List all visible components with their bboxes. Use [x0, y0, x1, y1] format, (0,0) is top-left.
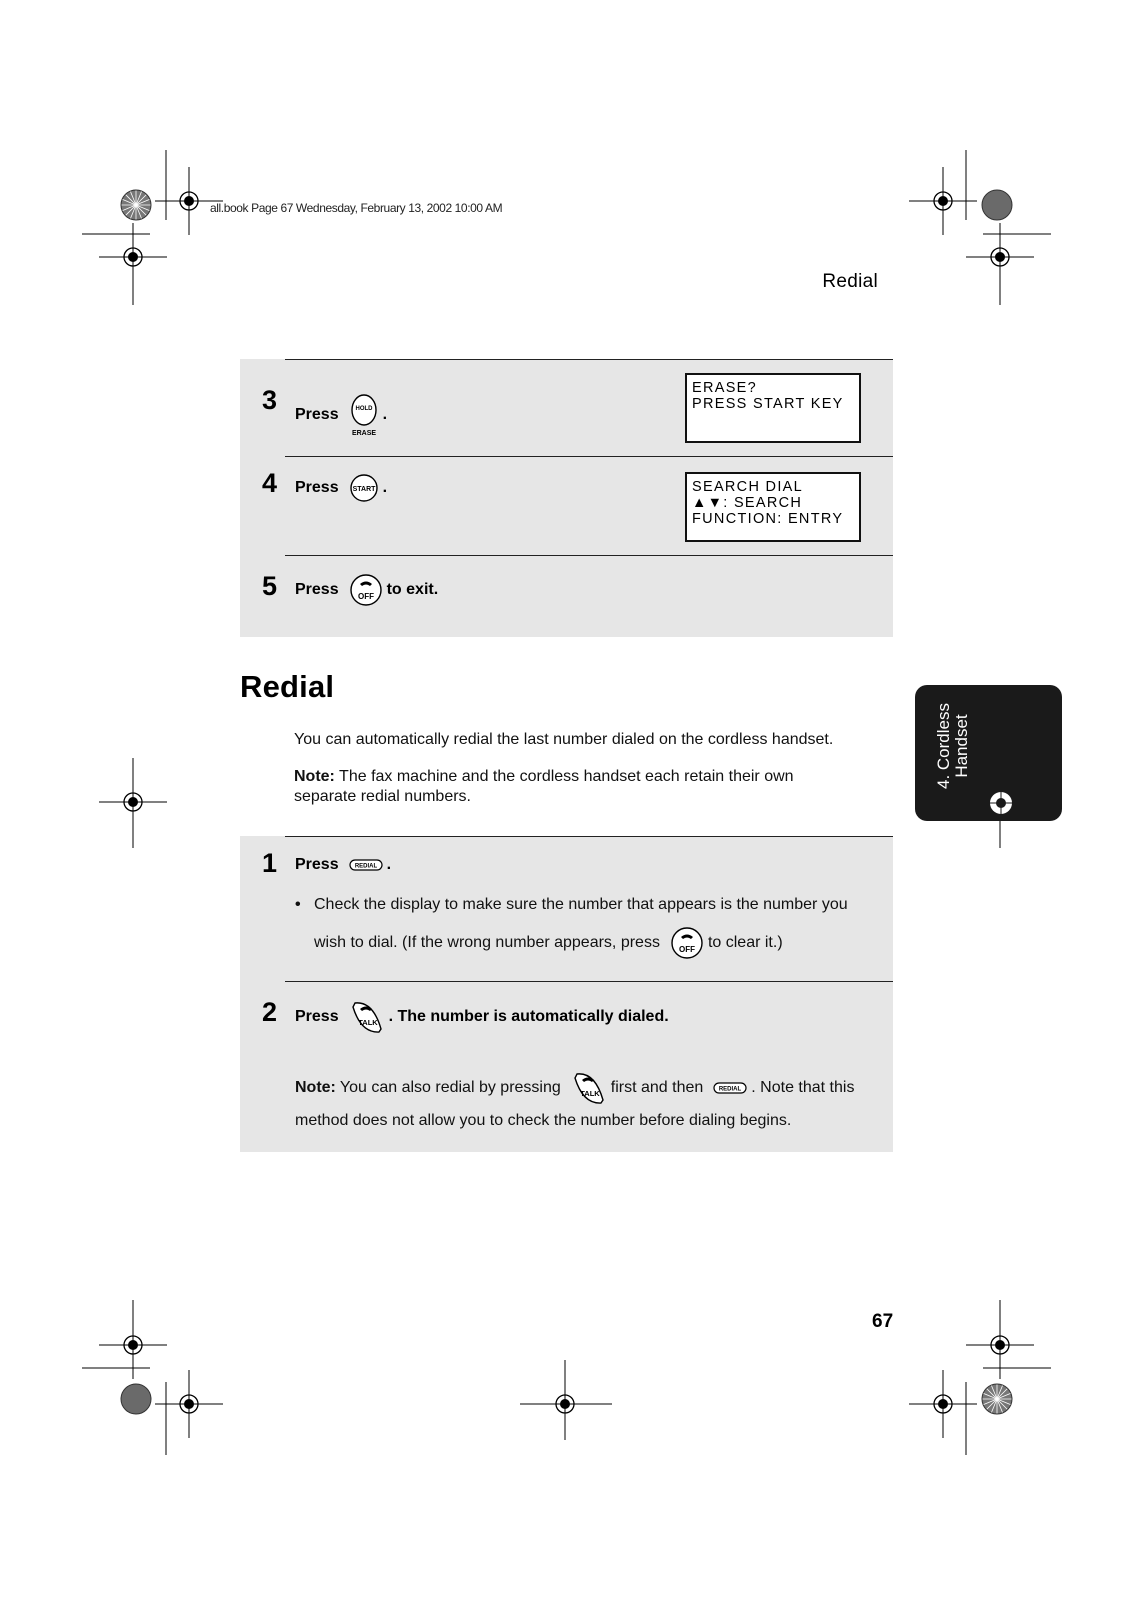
section-title: Redial [240, 669, 335, 704]
off-key-icon [670, 926, 704, 960]
svg-text:HOLD: HOLD [355, 406, 373, 412]
step-instruction: Press START . [295, 472, 387, 504]
redial-key-icon [713, 1080, 747, 1096]
lcd-display-erase: ERASE? PRESS START KEY [685, 373, 861, 443]
step-number: 2 [262, 997, 278, 1027]
start-key-icon [349, 472, 379, 504]
step-number: 1 [262, 848, 278, 878]
svg-text:ERASE: ERASE [351, 430, 376, 437]
hold-erase-key-icon [349, 393, 379, 437]
section-note: Note: The fax machine and the cordless handset each retain their own separate redial numbers. [294, 768, 794, 805]
step-instruction: Press TALK . The number is automatically dialed. [295, 999, 669, 1035]
svg-text:OFF: OFF [678, 945, 695, 954]
step-note: Note: You can also redial by pressing TALK first and then REDIAL . Note that this method does not allow you to check the number before dialing begins. [295, 1070, 885, 1136]
step-number: 5 [262, 571, 278, 601]
step-instruction: Press REDIAL . [295, 856, 392, 873]
running-head: Redial [822, 271, 878, 292]
section-intro: You can automatically redial the last number dialed on the cordless handset. [294, 731, 834, 748]
step-instruction: Press OFF to exit. [295, 573, 438, 607]
svg-text:OFF: OFF [357, 592, 374, 601]
svg-text:START: START [352, 486, 375, 493]
steps-panel-erase [240, 359, 893, 637]
chapter-side-tab [915, 685, 1062, 821]
svg-text:REDIAL: REDIAL [354, 863, 377, 870]
chapter-tab-label: 4. Cordless Handset [934, 703, 971, 789]
page-number: 67 [872, 1311, 894, 1332]
svg-text:TALK: TALK [580, 1089, 600, 1098]
redial-key-icon [349, 857, 383, 873]
off-key-icon [349, 573, 383, 607]
step-number: 3 [262, 385, 278, 415]
print-file-info: all.book Page 67 Wednesday, February 13, 2002 10:00 AM [210, 201, 503, 215]
talk-key-icon [349, 999, 385, 1035]
svg-text:REDIAL: REDIAL [719, 1086, 742, 1093]
tab-registration-icon [988, 790, 1014, 816]
svg-text:TALK: TALK [357, 1018, 378, 1027]
lcd-display-search: SEARCH DIAL ▲▼: SEARCH FUNCTION: ENTRY [685, 472, 861, 542]
talk-key-icon [571, 1070, 607, 1106]
step-instruction: Press HOLD ERASE . [295, 393, 387, 437]
step-number: 4 [262, 468, 278, 498]
steps-panel-redial: 1 Press REDIAL . • Check the display to make sure the number that appears is the number you wish to dial. (If the wrong number appears, press OFF to clear it.) 2 Press TALK . The number is automatically dialed. Note: You can also redial by pressing TALK first and then REDIAL . Note that this method does not allow you to check the number before dialing begins. [240, 836, 893, 1152]
